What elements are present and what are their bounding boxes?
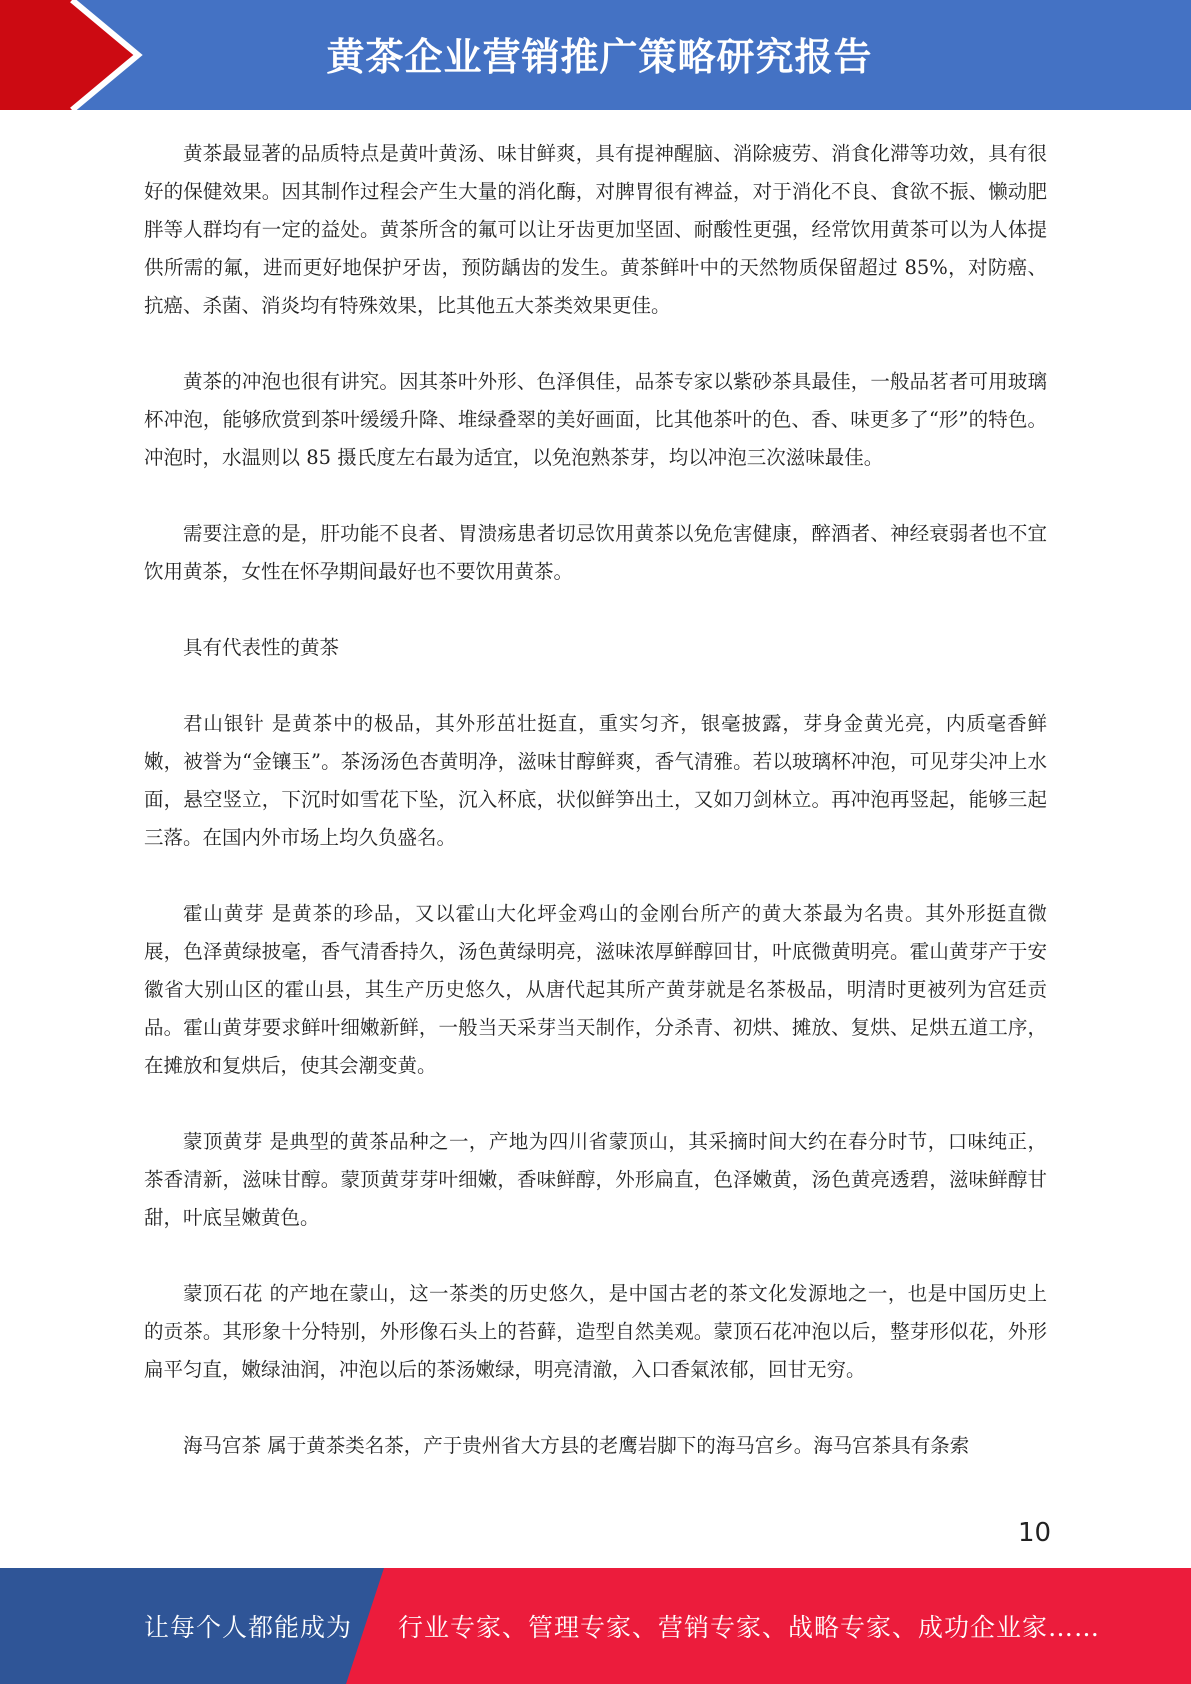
paragraph-yellow-tea-benefits: 黄茶最显著的品质特点是黄叶黄汤、味甘鲜爽，具有提神醒脑、消除疲劳、消食化滞等功效，具有很好的保健效果。因其制作过程会产生大量的消化酶，对脾胃很有裨益，对于消化不良、食欲不振、懒动肥胖等人群均有一定的益处。黄茶所含的氟可以让牙齿更加坚固、耐酸性更强，经常饮用黄茶可以为人体提供所需的氟，进而更好地保护牙齿，预防龋齿的发生。黄茶鲜叶中的天然物质保留超过 85%，对防癌、抗癌、杀菌、消炎均有特殊效果，比其他五大茶类效果更佳。 (144, 142, 1047, 317)
paragraph-mengding-shihua: 蒙顶石花 的产地在蒙山，这一茶类的历史悠久，是中国古老的茶文化发源地之一，也是中国历史上的贡茶。其形象十分特别，外形像石头上的苔藓，造型自然美观。蒙顶石花冲泡以后，整芽形似花，外形扁平匀直，嫩绿油润，冲泡以后的茶汤嫩绿，明亮清澈，入口香氣浓郁，回甘无穷。 (144, 1282, 1047, 1381)
page-number: 10 (1018, 1518, 1052, 1548)
footer-slogan-left: 让每个人都能成为 (144, 1613, 353, 1642)
paragraph-haimagong-tea: 海马宫茶 属于黄茶类名茶，产于贵州省大方县的老鹰岩脚下的海马宫乡。海马宫茶具有条索 (183, 1434, 970, 1457)
footer-slogan-right: 行业专家、管理专家、营销专家、战略专家、成功企业家…… (398, 1613, 1101, 1642)
footer-banner (0, 1568, 1191, 1684)
paragraph-brewing: 黄茶的冲泡也很有讲究。因其茶叶外形、色泽俱佳，品茶专家以紫砂茶具最佳，一般品茗者可用玻璃杯冲泡，能够欣赏到茶叶缓缓升降、堆绿叠翠的美好画面，比其他茶叶的色、香、味更多了“形”的特色。冲泡时，水温则以 85 摄氏度左右最为适宜，以免泡熟茶芽，均以冲泡三次滋味最佳。 (144, 370, 1047, 469)
document-body (144, 135, 1047, 1503)
document-title: 黄茶企业营销推广策略研究报告 (326, 34, 873, 79)
paragraph-huoshan-huangya: 霍山黄芽 是黄茶的珍品，又以霍山大化坪金鸡山的金刚台所产的黄大茶最为名贵。其外形挺直微展，色泽黄绿披毫，香气清香持久，汤色黄绿明亮，滋味浓厚鲜醇回甘，叶底微黄明亮。霍山黄芽产于安徽省大别山区的霍山县，其生产历史悠久，从唐代起其所产黄芽就是名茶极品，明清时更被列为宫廷贡品。霍山黄芽要求鲜叶细嫩新鲜，一般当天采芽当天制作，分杀青、初烘、摊放、复烘、足烘五道工序，在摊放和复烘后，使其会潮变黄。 (144, 902, 1047, 1077)
paragraph-junshan-yinzhen: 君山银针 是黄茶中的极品，其外形茁壮挺直，重实匀齐，银毫披露，芽身金黄光亮，内质毫香鲜嫩，被誉为“金镶玉”。茶汤汤色杏黄明净，滋味甘醇鲜爽，香气清雅。若以玻璃杯冲泡，可见芽尖冲上水面，悬空竖立，下沉时如雪花下坠，沉入杯底，状似鲜笋出土，又如刀剑林立。再冲泡再竖起，能够三起三落。在国内外市场上均久负盛名。 (144, 712, 1047, 849)
section-heading-representative-teas: 具有代表性的黄茶 (183, 636, 340, 659)
paragraph-mengding-huangya: 蒙顶黄芽 是典型的黄茶品种之一，产地为四川省蒙顶山，其采摘时间大约在春分时节，口味纯正，茶香清新，滋味甘醇。蒙顶黄芽芽叶细嫩，香味鲜醇，外形扁直，色泽嫩黄，汤色黄亮透碧，滋味鲜醇甘甜，叶底呈嫩黄色。 (144, 1130, 1047, 1229)
paragraph-precautions: 需要注意的是，肝功能不良者、胃溃疡患者切忌饮用黄茶以免危害健康，醉酒者、神经衰弱者也不宜饮用黄茶，女性在怀孕期间最好也不要饮用黄茶。 (144, 522, 1047, 583)
header-bar (0, 0, 1191, 110)
